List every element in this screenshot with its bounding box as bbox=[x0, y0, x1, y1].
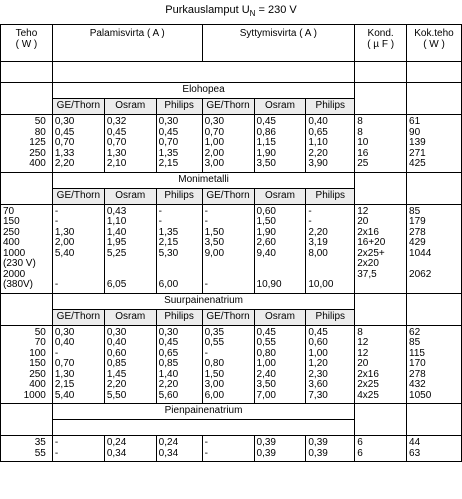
sub-kokteho-blank bbox=[407, 99, 462, 115]
kokteho-spacer bbox=[407, 62, 462, 83]
kond-header: Kond. ( µ F ) bbox=[355, 25, 407, 62]
kond-values: 8 8 10 16 25 bbox=[355, 115, 407, 173]
current-values: 0,30 0,70 1,00 2,00 3,00 bbox=[202, 115, 254, 173]
manufacturer-header: Osram bbox=[254, 309, 306, 325]
header-row bbox=[1, 25, 462, 62]
group-row bbox=[1, 172, 462, 188]
kond-values: 8 12 12 20 2x16 2x25 4x25 bbox=[355, 325, 407, 404]
sub-kokteho-blank bbox=[407, 188, 462, 204]
kond-values: 6 6 bbox=[355, 436, 407, 462]
teho-values: 70 150 250 400 1000 (230 V) 2000 (380V) bbox=[1, 204, 53, 293]
current-values: 0,40 0,65 1,10 2,20 3,90 bbox=[306, 115, 355, 173]
group-teho-blank bbox=[1, 83, 53, 99]
current-values: 0,30 0,45 0,65 0,85 1,40 2,20 5,60 bbox=[156, 325, 202, 404]
data-row bbox=[1, 436, 462, 462]
manufacturer-header: Osram bbox=[254, 188, 306, 204]
group-kond-blank bbox=[355, 404, 407, 420]
lamp-data-table bbox=[0, 24, 462, 462]
sub-teho-blank bbox=[1, 309, 53, 325]
page-title: Purkauslamput $U_N = 230$ V bbox=[165, 4, 297, 19]
kokteho-values: 61 90 139 271 425 bbox=[407, 115, 462, 173]
group-kokteho-blank bbox=[407, 293, 462, 309]
syttymisvirta-header: Syttymisvirta ( A ) bbox=[202, 25, 355, 62]
current-values: 0,30 0,40 0,60 0,85 1,45 2,20 5,50 bbox=[104, 325, 156, 404]
group-kokteho-blank bbox=[407, 404, 462, 420]
group-name: Elohopea bbox=[52, 83, 354, 99]
current-values: - - 1,50 3,50 9,00 - bbox=[202, 204, 254, 293]
sub-blank bbox=[52, 420, 354, 436]
sub-header-row bbox=[1, 188, 462, 204]
teho-values: 50 70 100 150 250 400 1000 bbox=[1, 325, 53, 404]
group-kond-blank bbox=[355, 293, 407, 309]
group-kond-blank bbox=[355, 83, 407, 99]
sub-teho-blank bbox=[1, 188, 53, 204]
group-teho-blank bbox=[1, 293, 53, 309]
teho-header: Teho ( W ) bbox=[1, 25, 53, 62]
palamisvirta-header: Palamisvirta ( A ) bbox=[52, 25, 202, 62]
group-kokteho-blank bbox=[407, 172, 462, 188]
manufacturer-header: GE/Thorn bbox=[202, 309, 254, 325]
kokteho-values: 85 179 278 429 1044 2062 bbox=[407, 204, 462, 293]
sub-header-row bbox=[1, 420, 462, 436]
sub-kond-blank bbox=[355, 420, 407, 436]
spacer bbox=[52, 62, 354, 83]
manufacturer-header: Philips bbox=[306, 309, 355, 325]
manufacturer-header: Philips bbox=[156, 309, 202, 325]
manufacturer-header: GE/Thorn bbox=[52, 188, 104, 204]
current-values: - - bbox=[52, 436, 104, 462]
current-values: 0,60 1,50 1,90 2,60 9,40 10,90 bbox=[254, 204, 306, 293]
manufacturer-header: Philips bbox=[156, 188, 202, 204]
sub-kokteho-blank bbox=[407, 420, 462, 436]
group-teho-blank bbox=[1, 172, 53, 188]
kond-values: 12 20 2x16 16+20 2x25+ 2x20 37,5 bbox=[355, 204, 407, 293]
current-values: 0,24 0,34 bbox=[104, 436, 156, 462]
group-row bbox=[1, 404, 462, 420]
group-kokteho-blank bbox=[407, 83, 462, 99]
group-teho-blank bbox=[1, 404, 53, 420]
manufacturer-header: Philips bbox=[156, 99, 202, 115]
group-name: Suurpainenatrium bbox=[52, 293, 354, 309]
sub-teho-blank bbox=[1, 420, 53, 436]
manufacturer-header: Osram bbox=[254, 99, 306, 115]
group-kond-blank bbox=[355, 172, 407, 188]
current-values: 0,39 0,39 bbox=[306, 436, 355, 462]
data-row bbox=[1, 325, 462, 404]
current-values: 0,30 0,40 - 0,70 1,30 2,15 5,40 bbox=[52, 325, 104, 404]
sub-kond-blank bbox=[355, 309, 407, 325]
group-name: Pienpainenatrium bbox=[52, 404, 354, 420]
current-values: 0,30 0,45 0,70 1,35 2,15 bbox=[156, 115, 202, 173]
manufacturer-header: GE/Thorn bbox=[52, 99, 104, 115]
sub-kond-blank bbox=[355, 188, 407, 204]
teho-values: 35 55 bbox=[1, 436, 53, 462]
current-values: 0,45 0,55 0,80 1,00 2,40 3,50 7,00 bbox=[254, 325, 306, 404]
kokteho-values: 44 63 bbox=[407, 436, 462, 462]
current-values: 0,45 0,60 1,00 1,20 2,30 3,60 7,30 bbox=[306, 325, 355, 404]
kokteho-values: 62 85 115 170 278 432 1050 bbox=[407, 325, 462, 404]
current-values: - - 1,35 2,15 5,30 6,00 bbox=[156, 204, 202, 293]
manufacturer-header: Osram bbox=[104, 188, 156, 204]
teho-spacer bbox=[1, 62, 53, 83]
group-row bbox=[1, 83, 462, 99]
manufacturer-header: GE/Thorn bbox=[52, 309, 104, 325]
group-name: Monimetalli bbox=[52, 172, 354, 188]
teho-values: 50 80 125 250 400 bbox=[1, 115, 53, 173]
current-values: 0,39 0,39 bbox=[254, 436, 306, 462]
sub-kokteho-blank bbox=[407, 309, 462, 325]
group-row bbox=[1, 293, 462, 309]
manufacturer-header: Philips bbox=[306, 99, 355, 115]
sub-teho-blank bbox=[1, 99, 53, 115]
current-values: - - bbox=[202, 436, 254, 462]
current-values: 0,32 0,45 0,70 1,30 2,10 bbox=[104, 115, 156, 173]
current-values: - - 2,20 3,19 8,00 10,00 bbox=[306, 204, 355, 293]
data-row bbox=[1, 115, 462, 173]
manufacturer-header: Philips bbox=[306, 188, 355, 204]
data-row bbox=[1, 204, 462, 293]
manufacturer-header: GE/Thorn bbox=[202, 99, 254, 115]
kokteho-header: Kok.teho ( W ) bbox=[407, 25, 462, 62]
current-values: 0,24 0,34 bbox=[156, 436, 202, 462]
header-spacer-row bbox=[1, 62, 462, 83]
current-values: 0,45 0,86 1,15 1,90 3,50 bbox=[254, 115, 306, 173]
current-values: - - 1,30 2,00 5,40 - bbox=[52, 204, 104, 293]
kond-spacer bbox=[355, 62, 407, 83]
sub-kond-blank bbox=[355, 99, 407, 115]
current-values: 0,30 0,45 0,70 1,33 2,20 bbox=[52, 115, 104, 173]
current-values: 0,35 0,55 - 0,80 1,50 3,00 6,00 bbox=[202, 325, 254, 404]
sub-header-row bbox=[1, 309, 462, 325]
manufacturer-header: Osram bbox=[104, 309, 156, 325]
manufacturer-header: GE/Thorn bbox=[202, 188, 254, 204]
manufacturer-header: Osram bbox=[104, 99, 156, 115]
current-values: 0,43 1,10 1,40 1,95 5,25 6,05 bbox=[104, 204, 156, 293]
sub-header-row bbox=[1, 99, 462, 115]
